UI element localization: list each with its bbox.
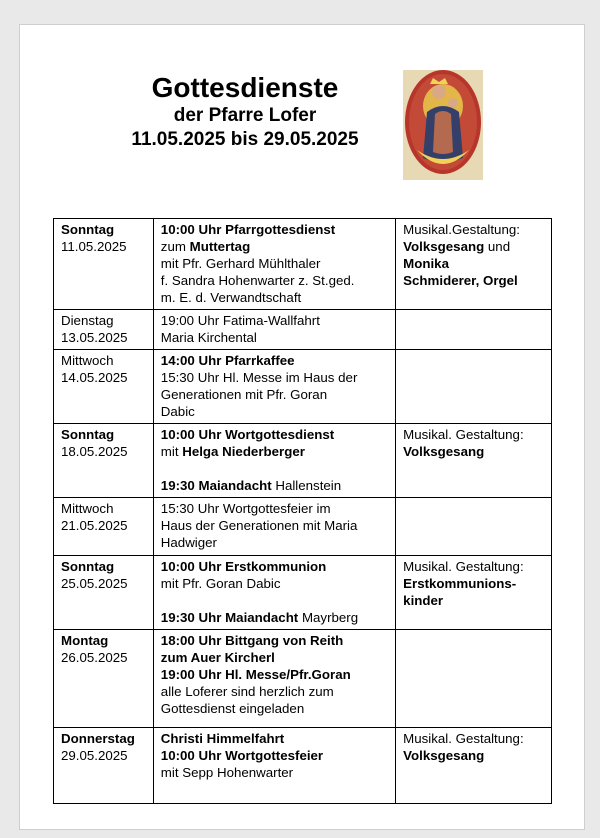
- table-row: [54, 219, 552, 310]
- music-text: und: [484, 239, 511, 254]
- detail-line: [161, 238, 387, 255]
- detail-line: Gottesdienst eingeladen: [160, 701, 305, 716]
- day-cell: [54, 350, 154, 424]
- detail-line: [161, 443, 387, 460]
- details-cell: [153, 556, 395, 630]
- blank-line: [161, 460, 387, 477]
- detail-line: 19:00 Uhr Hl. Messe/Pfr.Goran: [160, 667, 351, 682]
- detail-text: mit: [160, 444, 183, 459]
- detail-text-bold: 19:30 Maiandacht: [160, 478, 272, 493]
- document-page: [19, 24, 585, 830]
- detail-line: 10:00 Uhr Wortgottesfeier: [160, 748, 324, 763]
- day-date: 11.05.2025: [61, 239, 127, 254]
- music-cell: [396, 728, 552, 804]
- table-row: [54, 556, 552, 630]
- detail-line: Hadwiger: [160, 535, 217, 550]
- detail-line: 15:30 Uhr Hl. Messe im Haus der: [160, 370, 358, 385]
- day-date: 21.05.2025: [61, 518, 128, 533]
- table-row: [54, 424, 552, 498]
- detail-line: 10:00 Uhr Wortgottesdienst: [160, 427, 335, 442]
- music-line: Volksgesang: [403, 748, 485, 763]
- title-block: [80, 72, 410, 152]
- detail-line: 19:00 Uhr Fatima-Wallfahrt: [160, 313, 320, 328]
- detail-line: zum Auer Kircherl: [160, 650, 275, 665]
- day-cell: [54, 498, 154, 556]
- table-row: [54, 498, 552, 556]
- table-row: [54, 350, 552, 424]
- detail-line: mit Sepp Hohenwarter: [160, 765, 294, 780]
- detail-line: 10:00 Uhr Erstkommunion: [160, 559, 327, 574]
- day-name: Mittwoch: [61, 501, 114, 516]
- details-cell: [153, 350, 395, 424]
- detail-line: mit Pfr. Goran Dabic: [160, 576, 281, 591]
- day-name: Sonntag: [61, 427, 115, 442]
- detail-line: Christi Himmelfahrt: [160, 731, 285, 746]
- music-cell: [396, 556, 552, 630]
- detail-line: [161, 477, 387, 494]
- day-name: Sonntag: [61, 222, 115, 237]
- details-cell: [153, 219, 395, 310]
- table-row: [54, 728, 552, 804]
- music-line: Schmiderer, Orgel: [403, 273, 518, 288]
- detail-text-bold: Helga Niederberger: [182, 444, 305, 459]
- details-cell: [153, 630, 395, 728]
- day-name: Dienstag: [61, 313, 114, 328]
- music-line: [403, 238, 543, 255]
- music-line: Musikal.Gestaltung:: [403, 222, 520, 237]
- madonna-icon: [403, 70, 483, 180]
- details-cell: [153, 424, 395, 498]
- detail-line: Maria Kirchental: [160, 330, 257, 345]
- detail-line: 15:30 Uhr Wortgottesfeier im: [160, 501, 331, 516]
- day-name: Sonntag: [61, 559, 115, 574]
- detail-text: Mayrberg: [298, 610, 359, 625]
- detail-line: 10:00 Uhr Pfarrgottesdienst: [160, 222, 336, 237]
- detail-line: Dabic: [160, 404, 195, 419]
- detail-line: [161, 609, 387, 626]
- day-cell: [54, 310, 154, 350]
- music-cell: [396, 424, 552, 498]
- details-cell: [153, 310, 395, 350]
- detail-text: zum: [160, 239, 190, 254]
- detail-line: mit Pfr. Gerhard Mühlthaler: [160, 256, 321, 271]
- music-cell: [396, 498, 552, 556]
- day-cell: [54, 219, 154, 310]
- detail-line: 18:00 Uhr Bittgang von Reith: [160, 633, 344, 648]
- music-line: Musikal. Gestaltung:: [403, 731, 524, 746]
- music-cell: [396, 350, 552, 424]
- blank-line: [161, 592, 387, 609]
- detail-line: alle Loferer sind herzlich zum: [160, 684, 334, 699]
- day-date: 29.05.2025: [61, 748, 128, 763]
- music-cell: [396, 310, 552, 350]
- music-cell: [396, 630, 552, 728]
- day-cell: [54, 424, 154, 498]
- detail-line: Haus der Generationen mit Maria: [160, 518, 358, 533]
- day-cell: [54, 556, 154, 630]
- music-text-bold: Volksgesang: [403, 239, 485, 254]
- detail-line: 14:00 Uhr Pfarrkaffee: [160, 353, 295, 368]
- day-cell: [54, 728, 154, 804]
- music-cell: [396, 219, 552, 310]
- music-line: Volksgesang: [403, 444, 485, 459]
- music-line: kinder: [403, 593, 444, 608]
- day-name: Donnerstag: [61, 731, 135, 746]
- day-date: 13.05.2025: [61, 330, 128, 345]
- page-subtitle: der Pfarre Lofer: [173, 105, 317, 126]
- details-cell: [153, 498, 395, 556]
- detail-line: f. Sandra Hohenwarter z. St.ged.: [160, 273, 355, 288]
- detail-text-bold: Muttertag: [189, 239, 251, 254]
- day-date: 26.05.2025: [61, 650, 128, 665]
- music-line: Erstkommunions-: [403, 576, 517, 591]
- detail-line: m. E. d. Verwandtschaft: [160, 290, 302, 305]
- table-row: [54, 630, 552, 728]
- music-line: Musikal. Gestaltung:: [403, 427, 524, 442]
- day-date: 18.05.2025: [61, 444, 128, 459]
- detail-text-bold: 19:30 Uhr Maiandacht: [160, 610, 299, 625]
- schedule-table: [53, 218, 552, 804]
- music-line: Monika: [403, 256, 449, 271]
- details-cell: [153, 728, 395, 804]
- detail-line: Generationen mit Pfr. Goran: [160, 387, 328, 402]
- detail-text: Hallenstein: [271, 478, 342, 493]
- music-line: Musikal. Gestaltung:: [403, 559, 524, 574]
- table-row: [54, 310, 552, 350]
- day-name: Montag: [61, 633, 109, 648]
- day-name: Mittwoch: [61, 353, 114, 368]
- page-title: Gottesdienste: [151, 72, 339, 103]
- date-range: 11.05.2025 bis 29.05.2025: [131, 129, 359, 150]
- day-date: 25.05.2025: [61, 576, 128, 591]
- day-cell: [54, 630, 154, 728]
- day-date: 14.05.2025: [61, 370, 128, 385]
